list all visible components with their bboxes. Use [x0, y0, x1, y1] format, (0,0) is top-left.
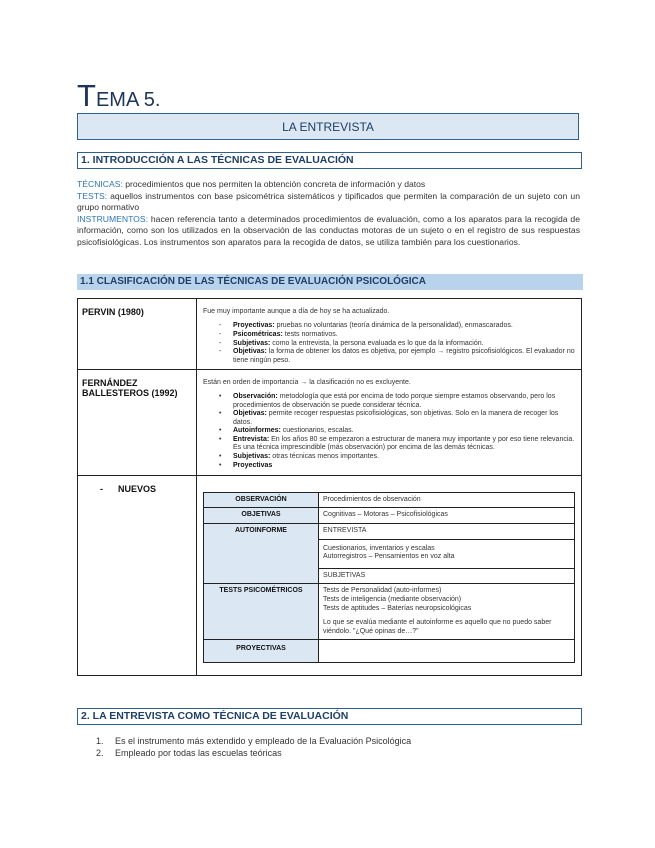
- section-1-heading: 1. INTRODUCCIÓN A LAS TÉCNICAS DE EVALUACIÓN: [77, 152, 582, 169]
- table-row-nuevos: [78, 475, 582, 676]
- list-item: • Autoinformes: cuestionarios, escalas.: [233, 427, 575, 435]
- chapter-banner: LA ENTREVISTA: [77, 113, 579, 140]
- list-item: • Proyectivas: [233, 462, 575, 470]
- table-row: OBJETIVAS Cognitivas – Motoras – Psicofisiológicas: [204, 508, 575, 524]
- title-first-letter: T: [77, 78, 96, 113]
- entrevista-list: [96, 735, 411, 759]
- table-row: Cuestionarios, inventarios y escalas Autorregistros – Pensamientos en voz alta: [204, 539, 575, 568]
- list-item: 1. Es el instrumento más extendido y empleado de la Evaluación Psicológica: [96, 736, 412, 746]
- table-row: OBSERVACIÓN Procedimientos de observación: [204, 492, 575, 508]
- fernandez-intro: Están en orden de importancia → la clasificación no es excluyente.: [203, 379, 411, 387]
- tecnicas-line: TÉCNICAS: procedimientos que nos permiten la obtención concreta de información y datos: [77, 179, 426, 189]
- pervin-content: [197, 299, 582, 370]
- list-item: • Entrevista: En los años 80 se empezaron a estructurar de manera muy importante y por eso tiene relevancia. Es una técnica imprescindible (más observación) por encima de las demás técnicas.: [233, 436, 575, 452]
- fernandez-list: [203, 393, 575, 470]
- instrumentos-line: INSTRUMENTOS: hacen referencia tanto a determinados procedimientos de evaluación, como a los aparatos para la recogida de información, como son los utilizados en la observación de las conductas motoras de un sujeto o en el registro de sus respuestas psicofisiológicas. Los instrumentos son aparatos para la recogida de datos, se utiliza también para los cuestionarios.: [77, 213, 580, 247]
- list-item: - Subjetivas: como la entrevista, la persona evaluada es lo que da la información.: [233, 340, 575, 348]
- list-item: - Psicométricas: tests normativos.: [233, 331, 575, 339]
- list-item: • Objetivas: permite recoger respuestas psicofisiológicas, son objetivas. Solo en la manera de recoger los datos.: [233, 410, 575, 426]
- nuevos-table: [203, 492, 575, 664]
- list-item: • Observación: metodología que está por encima de todo porque siempre estamos observando, pero los procedimientos de observación se puede considerar técnica.: [233, 393, 575, 409]
- fernandez-content: [197, 370, 582, 475]
- intro-paragraph: [77, 179, 580, 249]
- pervin-label: PERVIN (1980): [78, 299, 197, 370]
- table-row: SUBJETIVAS: [204, 568, 575, 584]
- title-rest: EMA 5.: [95, 89, 161, 111]
- table-row-fernandez: [78, 370, 582, 475]
- list-item: - Objetivas: la forma de obtener los datos es objetiva, por ejemplo → registro psicofisiológicos. El evaluador no tiene ningún peso.: [233, 348, 575, 364]
- nuevos-content: [197, 475, 582, 676]
- list-item: - Proyectivas: pruebas no voluntarias (teoría dinámica de la personalidad), enmascarados.: [233, 322, 575, 330]
- classification-table: [77, 298, 582, 676]
- nuevos-label: - NUEVOS: [78, 475, 197, 676]
- table-row: AUTOINFORME ENTREVISTA: [204, 523, 575, 539]
- tests-line: TESTS: aquellos instrumentos con base psicométrica sistemáticos y tipificados que permiten la comparación de un sujeto con un grupo normativo: [77, 190, 580, 213]
- page-title: [77, 78, 160, 114]
- pervin-intro: Fue muy importante aunque a día de hoy se ha actualizado.: [203, 308, 390, 315]
- fernandez-label: FERNÁNDEZ BALLESTEROS (1992): [78, 370, 197, 475]
- list-item: • Subjetivas: otras técnicas menos importantes.: [233, 453, 575, 461]
- pervin-list: [203, 322, 575, 365]
- table-row: PROYECTIVAS: [204, 640, 575, 663]
- list-item: 2. Empleado por todas las escuelas teóricas: [96, 748, 282, 758]
- section-1-1-heading: 1.1 CLASIFICACIÓN DE LAS TÉCNICAS DE EVALUACIÓN PSICOLÓGICA: [77, 274, 583, 290]
- table-row: TESTS PSICOMÉTRICOS Tests de Personalidad (auto-informes) Tests de inteligencia (mediante observación) Tests de aptitudes – Baterías neuropsicológicas Lo que se evalúa mediante el autoinforme es aquello que no puedo saber viéndolo. "¿Qué opinas de…?": [204, 584, 575, 640]
- table-row-pervin: [78, 299, 582, 370]
- section-2-heading: 2. LA ENTREVISTA COMO TÉCNICA DE EVALUACIÓN: [77, 708, 582, 725]
